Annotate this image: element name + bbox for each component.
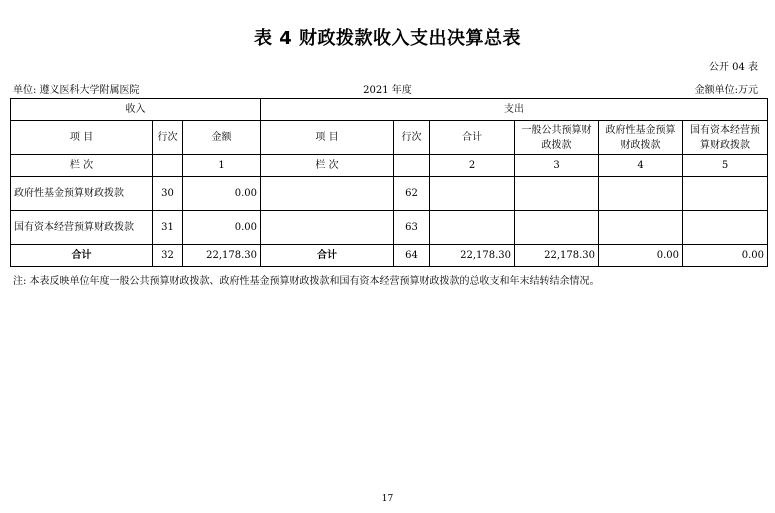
table-note: 注: 本表反映单位年度一般公共预算财政拨款、政府性基金预算财政拨款和国有资本经营预算财政拨款的总收支和年末结转结余情况。: [13, 276, 600, 287]
income-item: 政府性基金预算财政拨款: [11, 177, 153, 211]
unit-label: 单位: 遵义医科大学附属医院: [13, 85, 140, 96]
gov-fund-value: [599, 177, 683, 211]
state-capital-value: [683, 211, 768, 245]
expense-row-no: 62: [394, 177, 430, 211]
income-amount: 0.00: [183, 211, 261, 245]
income-row-no: 30: [153, 177, 183, 211]
expense-item: [261, 177, 394, 211]
income-row-no-header: 行次: [153, 121, 183, 155]
expense-total: [430, 177, 515, 211]
income-amount-header: 金额: [183, 121, 261, 155]
col-2-label: 2: [430, 155, 515, 177]
state-capital-header: 国有资本经营预算财政拨款: [683, 121, 768, 155]
expense-row-no: 63: [394, 211, 430, 245]
page-number: 17: [381, 494, 394, 504]
income-header: 收入: [11, 99, 261, 121]
gov-fund-value: [599, 211, 683, 245]
page-title: 表 4 财政拨款收入支出决算总表: [253, 28, 522, 49]
income-column-blank: [153, 155, 183, 177]
expense-item-header: 项 目: [261, 121, 394, 155]
col-3-label: 3: [515, 155, 599, 177]
expense-row-no-header: 行次: [394, 121, 430, 155]
income-row-no: 31: [153, 211, 183, 245]
expense-total-row-no: 64: [394, 245, 430, 267]
totals-row: [11, 245, 768, 267]
year-label: 2021 年度: [363, 85, 412, 96]
income-item-header: 项 目: [11, 121, 153, 155]
amount-unit-label: 金额单位:万元: [694, 85, 758, 96]
income-total-row-no: 32: [153, 245, 183, 267]
gov-fund-header: 政府性基金预算财政拨款: [599, 121, 683, 155]
col-1-label: 1: [183, 155, 261, 177]
income-total-label: 合计: [11, 245, 153, 267]
general-budget-value: [515, 211, 599, 245]
col-4-label: 4: [599, 155, 683, 177]
state-capital-total: 0.00: [683, 245, 768, 267]
income-item: 国有资本经营预算财政拨款: [11, 211, 153, 245]
expense-header: 支出: [261, 99, 768, 121]
gov-fund-total: 0.00: [599, 245, 683, 267]
general-budget-header: 一般公共预算财政拨款: [515, 121, 599, 155]
general-budget-value: [515, 177, 599, 211]
expense-column-blank: [394, 155, 430, 177]
form-number: 公开 04 表: [708, 62, 758, 73]
budget-summary-table: [10, 98, 768, 267]
state-capital-value: [683, 177, 768, 211]
income-amount: 0.00: [183, 177, 261, 211]
expense-total-label: 合计: [261, 245, 394, 267]
table-row: [11, 177, 768, 211]
general-budget-total: 22,178.30: [515, 245, 599, 267]
col-5-label: 5: [683, 155, 768, 177]
expense-item: [261, 211, 394, 245]
income-column-label: 栏 次: [11, 155, 153, 177]
expense-total: [430, 211, 515, 245]
expense-grand-total: 22,178.30: [430, 245, 515, 267]
table-row: [11, 211, 768, 245]
expense-total-header: 合计: [430, 121, 515, 155]
expense-column-label: 栏 次: [261, 155, 394, 177]
income-total-amount: 22,178.30: [183, 245, 261, 267]
